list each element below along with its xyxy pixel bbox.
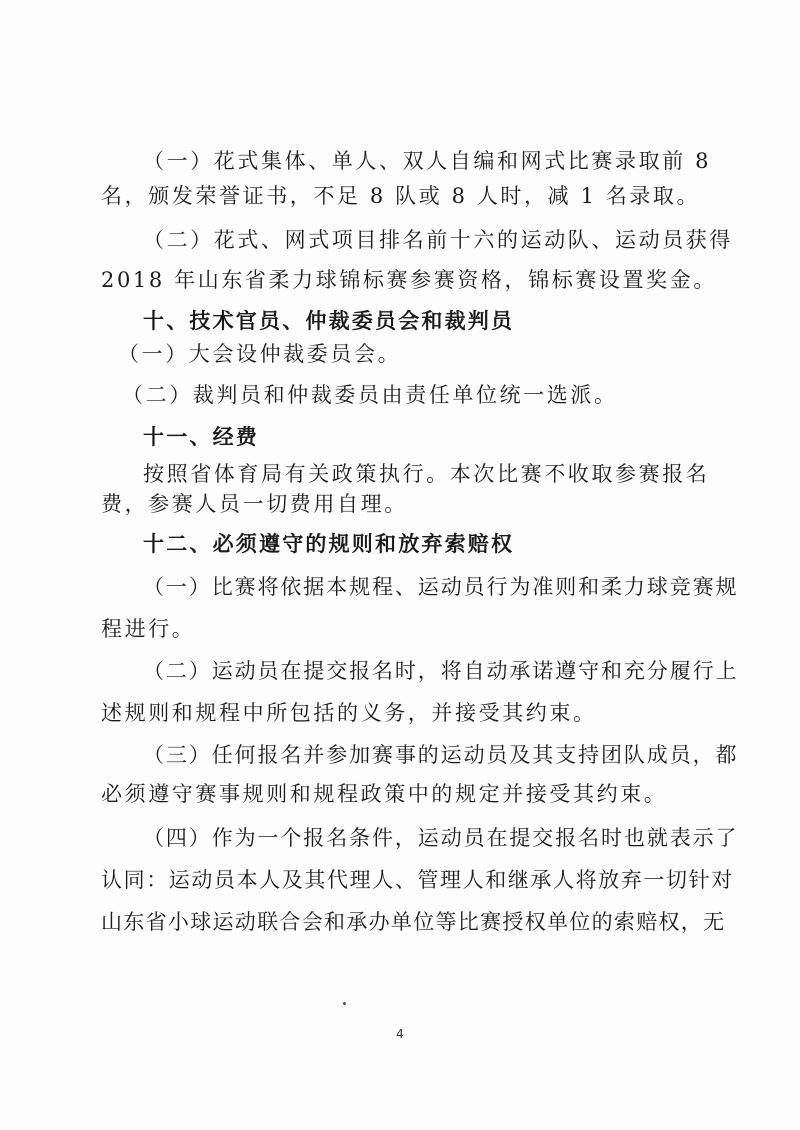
paragraph-line: （一）大会设仲裁委员会。 (118, 342, 402, 366)
paragraph-line: （四）作为一个报名条件，运动员在提交报名时也就表示了 (143, 826, 739, 850)
paragraph-line: （二）裁判员和仲裁委员由责任单位统一选派。 (122, 383, 618, 407)
paragraph-line: 述规则和规程中所包括的义务，并接受其约束。 (101, 701, 597, 725)
paragraph-line: 按照省体育局有关政策执行。本次比赛不收取参赛报名 (143, 462, 710, 486)
scan-dot (343, 1002, 346, 1005)
paragraph-line: 程进行。 (101, 617, 196, 641)
paragraph-line: 必须遵守赛事规则和规程政策中的规定并接受其约束。 (101, 782, 668, 806)
paragraph-line: （二）运动员在提交报名时，将自动承诺遵守和充分履行上 (143, 659, 739, 683)
paragraph-line: 山东省小球运动联合会和承办单位等比赛授权单位的索赔权，无 (101, 910, 726, 934)
paragraph-line: 2018 年山东省柔力球锦标赛参赛资格，锦标赛设置奖金。 (101, 268, 717, 292)
section-heading: 十、技术官员、仲裁委员会和裁判员 (143, 309, 515, 333)
paragraph-line: 名，颁发荣誉证书，不足 8 队或 8 人时，减 1 名录取。 (101, 184, 701, 208)
section-heading: 十一、经费 (143, 425, 259, 449)
paragraph-line: 费，参赛人员一切费用自理。 (101, 492, 408, 516)
section-heading: 十二、必须遵守的规则和放弃索赔权 (143, 532, 515, 556)
paragraph-line: 认同：运动员本人及其代理人、管理人和继承人将放弃一切针对 (101, 868, 734, 892)
paragraph-line: （一）花式集体、单人、双人自编和网式比赛录取前 8 (143, 149, 712, 173)
paragraph-line: （三）任何报名并参加赛事的运动员及其支持团队成员，都 (143, 743, 739, 767)
paragraph-line: （二）花式、网式项目排名前十六的运动队、运动员获得 (143, 228, 733, 252)
paragraph-line: （一）比赛将依据本规程、运动员行为准则和柔力球竞赛规 (143, 575, 739, 599)
page-number: 4 (396, 1027, 404, 1041)
